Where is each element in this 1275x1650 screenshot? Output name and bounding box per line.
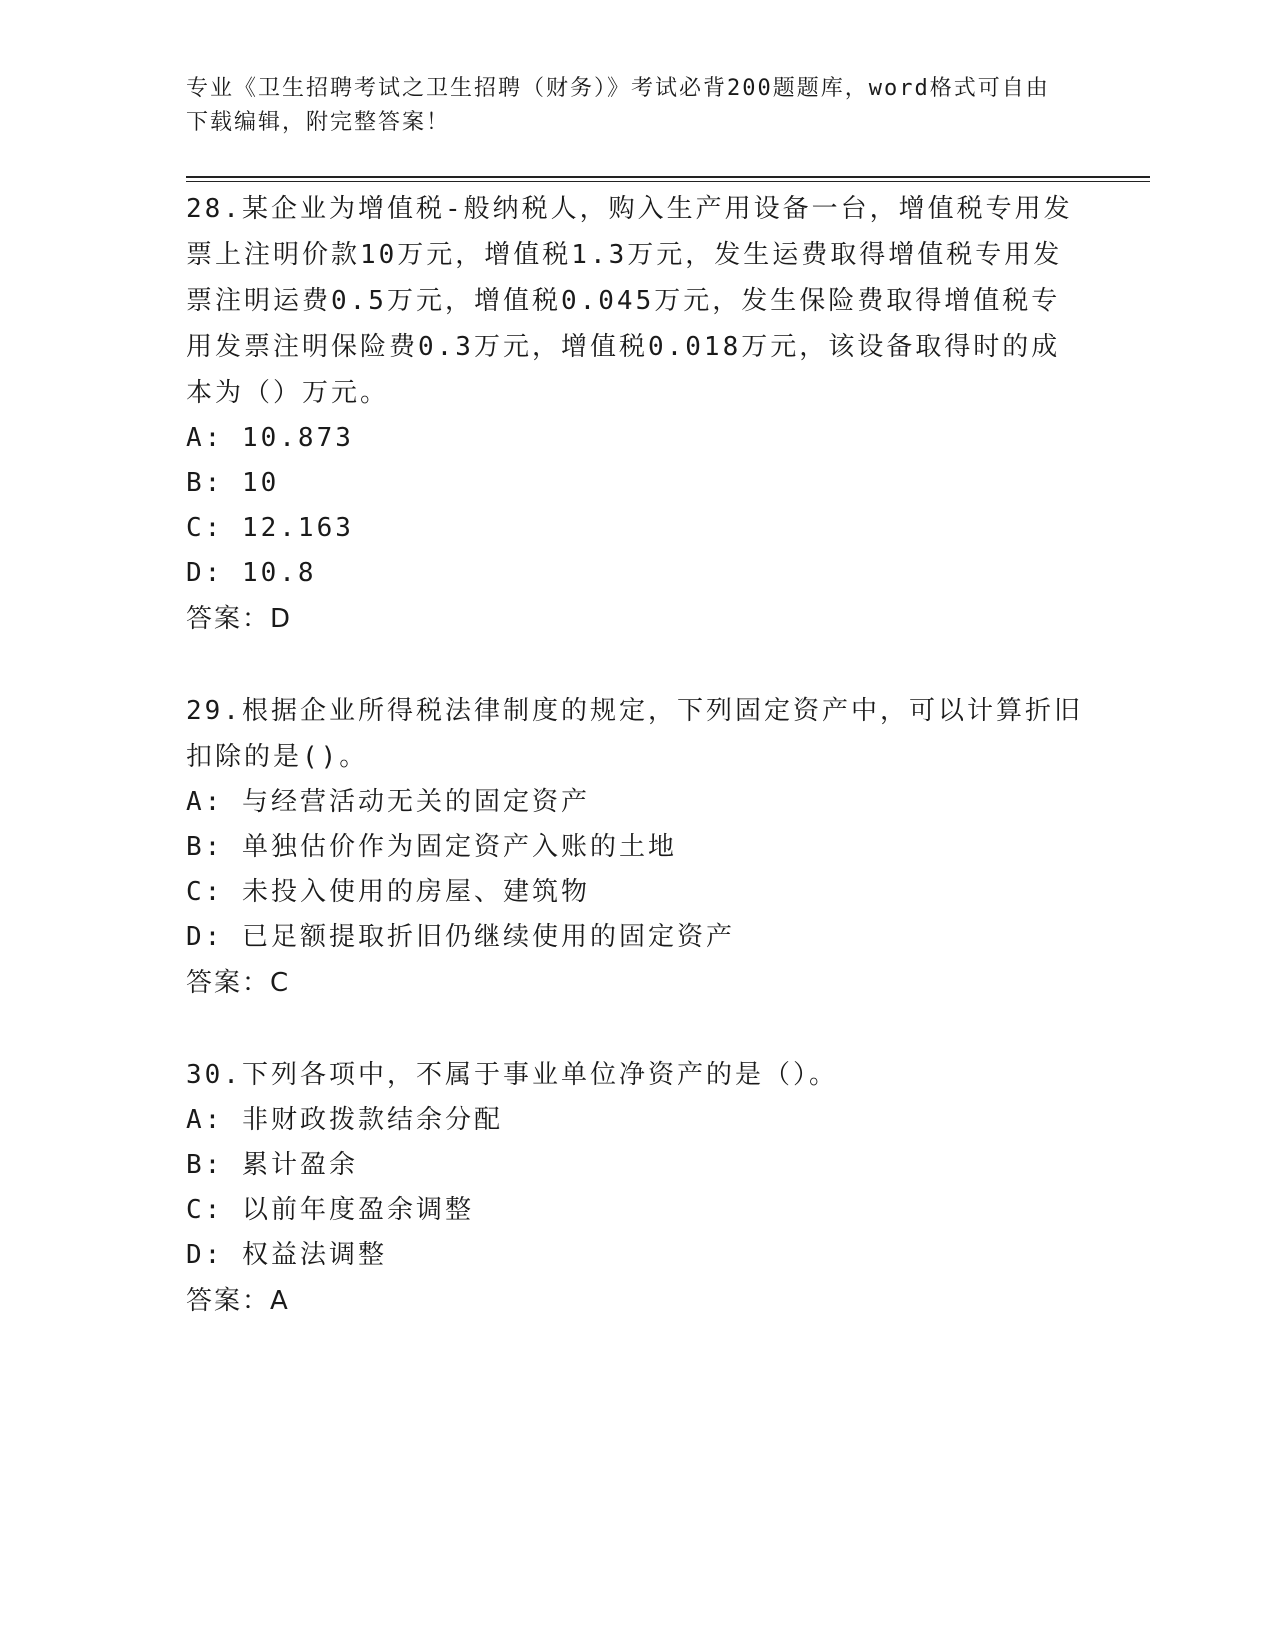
answer: 答案：A [186, 1286, 290, 1316]
question-stem: 28.某企业为增值税-般纳税人，购入生产用设备一台，增值税专用发票上注明价款10万元，增值税1.3万元，发生运费取得增值税专用发票注明运费0.5万元，增值税0.045万元，发生保险费取得增值税专用发票注明保险费0.3万元，增值税0.018万元，该设备取得时的成本为（）万元。 [186, 194, 1073, 408]
document-header: 专业《卫生招聘考试之卫生招聘（财务）》考试必背200题题库，word格式可自由下载编辑，附完整答案！ [186, 76, 1050, 135]
answer: 答案：C [186, 968, 291, 998]
question-30 [186, 1052, 1086, 1324]
question-28 [186, 186, 1086, 642]
option-c: C: 12.163 [186, 513, 354, 543]
option-b: B: 单独估价作为固定资产入账的土地 [186, 832, 677, 862]
option-a: A: 非财政拨款结余分配 [186, 1105, 503, 1135]
option-b: B: 累计盈余 [186, 1150, 358, 1180]
question-29 [186, 688, 1086, 1006]
option-a: A: 10.873 [186, 423, 354, 453]
option-d: D: 10.8 [186, 558, 317, 588]
option-c: C: 未投入使用的房屋、建筑物 [186, 877, 590, 907]
answer: 答案：D [186, 604, 293, 634]
option-b: B: 10 [186, 468, 280, 498]
option-c: C: 以前年度盈余调整 [186, 1195, 474, 1225]
option-d: D: 已足额提取折旧仍继续使用的固定资产 [186, 922, 735, 952]
option-d: D: 权益法调整 [186, 1240, 387, 1270]
question-list [186, 186, 1086, 1370]
question-stem: 30.下列各项中，不属于事业单位净资产的是（）。 [186, 1060, 838, 1090]
option-a: A: 与经营活动无关的固定资产 [186, 787, 590, 817]
question-stem: 29.根据企业所得税法律制度的规定，下列固定资产中，可以计算折旧扣除的是()。 [186, 696, 1083, 772]
header-divider [186, 176, 1150, 182]
